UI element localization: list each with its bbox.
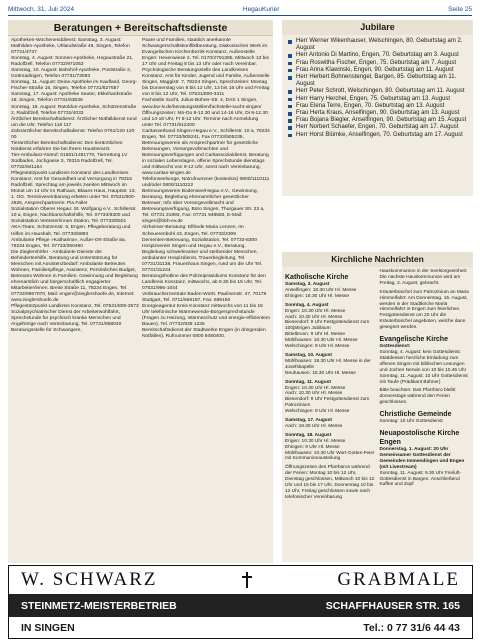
beratung-entry: Psychologische Beratungsstelle des Landkreises Konstanz, Amt für Kinder, Jugend und Familie, Außenstelle Singen, Maggistr. 7, 78224 Singen, Sprechzeiten: Montag bis Donnerstag von 8 bis 12 Uhr, 13 bis 16 Uhr und Freitag von 8 bis 12 Uhr, Tel. 07531/800-3311: [142, 68, 270, 98]
kath-entry: Sonntag, 4. August Engen: 10.30 Uhr Hl. Messe Aach: 10.30 Uhr Hl. Messe Biesendorf: 9 Uhr Festgottesdienst zum 100jährigen Jubiläum Bittelbrunn: 9 Uhr Hl. Messe Mühlhausen: 10.30 Uhr Hl. Messe Welschingen: 9 Uhr Hl. Messe: [285, 302, 370, 350]
beratungen-column-2: [142, 38, 270, 340]
cg-entry: Sonntag: 10 Uhr Gottesdienst: [379, 419, 443, 425]
jubilar-item: Herr Horst Blümke, Anselfingen, 70. Geburtstag am 17. August: [288, 132, 469, 139]
beratung-entry: Dementen-Betreuung, Sozialstation, Tel. 07733-8300: [142, 237, 257, 243]
beratung-entry: Betreuungsverein Bodensee/Hegau e.V., Gewinnung, Beratung, Begleitung ehrenamtlicher gesetzlicher Betreuer, Info über Vorsorgevollmacht und Betreuungsverfügung, Büro Singen, Thurgauer Str. 23 a, Tel. 07731 31893, Fax: 07731 948583, E-Mail: singen@bbh-ev.de: [142, 189, 265, 225]
beratung-entry: Tier-Ambulanz-Notruf: 01601/1481770, Tierrettung LV Südbaden, Jochgasse 3, 78315 Radolfzell, Tel. 07732/941164: [11, 152, 128, 170]
beratung-entry: Bereitschaftsdienst der Stadtwerke Engen (in dringenden Notfällen), Rufnummer 0800 9480400.: [142, 328, 266, 340]
ev-title: Evangelische Kirche: [379, 336, 448, 344]
beratung-entry: Hospizverein Singen und Hegau e.V., Beratung, Begleitung schwerkranker und sterbender Menschen, ambulanter Hospizdienst, Trauerbegleitung, Tel. 07731/31138, Frauenhaus Singen, rund um die Uhr Tel. 07731/31244: [142, 243, 263, 273]
kirche-title: Kirchliche Nachrichten: [282, 252, 473, 267]
na-list: [380, 447, 471, 488]
right-column: [282, 20, 473, 500]
jubilar-item: Frau Roswitha Fischer, Engen, 75. Geburtstag am 7. August: [288, 60, 469, 67]
kirche-notes: [380, 269, 471, 331]
kath-entry: Sonntag, 18. August Engen: 10.30 Uhr Hl. Messe Ehingen: 9 Uhr Hl. Messe Mühlhausen: 10.30 Uhr Wort-Gottes-Feier mit Kommunionausteilung: [285, 432, 375, 462]
beratung-entry: Sozialstation Oberer Hegau: St. Wolfgang e.V., Schillerstr. 10 a, Engen, Nachbarschaftshilfe, Tel. 07733/8300 und Sozialstation Vertreter/innen Station, Tel. 07733/5501: [11, 207, 137, 225]
kirche-note-entry: Kräuterbüschel zum Patrozinium an Maria Himmelfahrt: Am Donnerstag, 15. August, werden in der Stadtkirche Mariä Himmelfahrt in Engen zum feierlichen Festgottesdienst um 20 Uhr die Kräuterbüschel angeboten, welche dann gesegnet werden.: [379, 289, 469, 331]
beratung-entry: Samstag, 17. August: Apotheke Sauter, Ekkehardstraße 18, Singen, Telefon 07731/63036: [11, 92, 132, 104]
cg-title: Christliche Gemeinde: [379, 411, 452, 419]
beratung-entry: Paare und Familien, staatlich anerkannte Schwangerschaftskonfliktberatung, Diakonisches Werk im Evangelischen Kirchenbezirk Konstanz, Außenstelle Engen: Hexenwiese 2, Tel. 0170/2791385, Mittwoch 13 bis 17 Uhr und Freitag 8 bis 13 Uhr oder nach Vereinbar.: [142, 38, 269, 68]
kath-entry: Sonntag, 11. August Engen: 10.30 Uhr Hl. Messe Aach: 10.30 Uhr Hl. Messe Biesendorf: 9 Uhr Festgottesdienst zum Patrozinium Welschingen: 9 Uhr Hl. Messe: [285, 379, 370, 415]
jubilar-item: Herr Peter Schrott, Welschingen, 80. Geburtstag am 11. August: [288, 88, 469, 95]
kath-list: [285, 282, 376, 501]
beratung-entry: Beratungsstelle für Schwangere,: [11, 328, 82, 334]
beratung-entry: Telefonseelsorge, Notrufnummer (kostenlos) 0800/1110111 und/oder 0800/1110222: [142, 177, 270, 189]
jubilar-item: Frau Bojana Biegler, Anselfingen, 90. Geburtstag am 15. August: [288, 117, 469, 124]
jubilar-item: Herr Antonio Di Martino, Engen, 70. Geburtstag am 3. August: [288, 52, 469, 59]
kirche-column-1: [285, 269, 376, 504]
ad-right-name: GRABMALE: [337, 569, 460, 590]
kirche-column-2: [380, 269, 471, 504]
header-paper: HegauKurier: [242, 6, 280, 13]
beratung-entry: Ärztlicher Bereitschaftsdienst: Ärztlicher Notfalldienst rund um die Uhr, Telefon 116 117: [11, 116, 137, 128]
beratung-entry: Beratungshotline des Polizeipräsidiums Konstanz für den Landkreis Konstanz, mittwochs, ab 9.30 bis 15 Uhr, Tel. 07531/995-1044: [142, 273, 266, 291]
jubilar-item: Herr Harry Herchel, Engen, 75. Geburtstag am 13. August: [288, 96, 469, 103]
beratung-entry: Caritasverband Singen-Hegau e.V., Schillerstr. 10 a, 78234 Engen, Tel. 07733/505241, Fax 07733/505235, Betreuungsverein als Ansprechpartner für gesetzliche Betreuungen, Vorsorgevollmachten und Betreuungsverfügungen und Caritassozialdienst, Beratung in sozialen Lebenslagen, offene Sprechstunde dienstags und mittwochs von 9-12 Uhr, sonst nach Vereinbarung, www.caritas-singen.de: [142, 128, 270, 177]
beratung-entry: Sonntag, 18. August: Ratoldus-Apotheke, Schützenstraße 2, Radolfzell, Telefon 07732/4033: [11, 104, 137, 116]
page-header: [8, 4, 472, 16]
header-date: Mittwoch, 31. Juli 2024: [8, 6, 75, 13]
ad-left-name: W. SCHWARZ: [21, 569, 158, 590]
beratung-entry: Verbraucherzentrale Baden-Württ. Paulinenstr. 47, 70178 Stuttgart, Tel. 0711/669187, Fax: 669150: [142, 291, 267, 304]
ev-list: [380, 344, 471, 406]
ad-bottom-left: IN SINGEN: [21, 621, 75, 634]
beratung-entry: Pflegestützpunkt Landkreis Konstanz, Tel. 07531/800-2573: [11, 304, 139, 310]
beratung-entry: Pflegestützpunkt Landkreis Konstanz des Landkreises Konstanz, Amt für Gesundheit und Versorgung in 78315 Radolfzell. Sprechtag am jeweils zweiten Mittwoch im Monat um 14 Uhr im Rathaus, Blaues Haus, Hauptstr. 13, 1. OG. Terminvereinbarung erbeten unter Tel. 07531/800-2626, Ansprechpartnerin: Pia Faller: [11, 171, 136, 207]
cross-icon: [240, 571, 254, 589]
beratung-entry: Energieagentur Kreis Konstanz mittwochs von 11 bis 15 Uhr telefonische Wärmewende-Bürgersprechstunde (Fragen zu Heizung, Wärmeschutz und energie-effizientem Bauen), Tel. 07732/939 1236: [142, 304, 270, 328]
jubilar-item: Frau Anna Klawinski, Engen, 90. Geburtstag am 11. August: [288, 67, 469, 74]
jubilare-list: [282, 35, 473, 139]
beratung-entry: Apotheken-Wochenenddienst: Samstag, 3. August: Mathilden-Apotheke, Uhlandstraße 48, Singen, Telefon 07731/4737: [11, 38, 130, 56]
beratung-entry: Tierärztlicher Bereitschaftsdienst: Den tierärztlichen Notdienst erfahren Sie bei Ihrem Haustierarzt.: [11, 140, 123, 152]
jubilar-item: Herr Norbert Schaefer, Engen, 70. Geburtstag am 17. August: [288, 124, 469, 131]
beratung-entry: Ambulante Pflege »Katharina«, Außer-Ort-Straße 8a, 78234 Engen, Tel. 07733/360490: [11, 237, 126, 249]
kath-entry: Samstag, 17. August Aach: 18.30 Uhr Hl. Messe: [285, 418, 343, 429]
ev-entry: Gottesdienst: Sonntag, 4. August: kein Gottesdienst. Stattdessen herzliche Einladung zum offenen Singen mit biblischen Lesungen und Jochen Nerwin von 10 bis 10.45 Uhr Sonntag, 11. August: 10 Uhr Gottesdienst mit Taufe (Prädikant Bühner): [379, 344, 468, 385]
jubilare-section: [282, 20, 473, 196]
beratung-entry: Zahnärztlicher Bereitschaftsdienst: Telefon 0761/120 120 00: [11, 128, 135, 140]
kath-title: Katholische Kirche: [285, 274, 349, 281]
ad-phone: Tel.: 0 77 31/6 44 43: [363, 621, 460, 634]
beratungen-section: [8, 20, 273, 563]
jubilar-item: Herr Herbert Bohnenstengel, Bargen, 85. Geburtstag am 11. August: [288, 74, 469, 88]
beratung-entry: Samstag, 10. August: Bahnhof-Apotheke, Poststraße 2, Gottmadingen, Telefon 07731/73093: [11, 68, 132, 80]
beratung-entry: Alzheimer-Beratung: Elfriede Maria Lenzen, Im Scheuerenbohl 43, Engen, Tel. 07733/2309: [142, 225, 244, 237]
jubilar-item: Frau Elena Terre, Engen, 70. Geburtstag am 13. August: [288, 103, 469, 110]
na-entry: Donnerstag, 1. August: 20 Uhr Gemeinsamer Gottesdienst der Gemeinden Immendingen und Engen (mit Livestream) Sonntag, 11. August: 9.30 Uhr Freiluft-Gottesdienst in Bargen. Anschließend Kaffee und Zopf: [379, 447, 465, 488]
header-page-number: Seite 25: [448, 6, 472, 13]
beratungen-column-1: [11, 38, 139, 340]
ad-band-left: STEINMETZ-MEISTERBETRIEB: [21, 599, 177, 612]
cg-list: [380, 419, 471, 425]
kath-entry: Öffnungszeiten des Pfarrbüros während der Ferien: Montag 10 bis 12 Uhr, Dienstag geschlossen, Mittwoch 10 bis 12 Uhr und 15 bis 17 Uhr, Donnerstag 10 bis 12 Uhr, Freitag geschlossen sowie nach telefonischer Vereinbarung: [285, 465, 375, 500]
kath-entry: Samstag, 3. August Anselfingen: 18.30 Uhr Hl. Messe Ehingen: 18.30 Uhr Hl. Messe: [285, 282, 357, 299]
kath-entry: Samstag, 10. August Mühlhausen: 18.30 Uhr Hl. Messe in der Josefskapelle Neuhausen: 18.30 Uhr Hl. Messe: [285, 352, 371, 376]
beratungen-title: Beratungen + Bereitschaftsdienste: [8, 20, 273, 36]
beratung-entry: Fachstelle Sucht, Julius-Bührer-Str. 4, DAS 1 Singen, www.bw-lv.de/beratungsstellen/fachstelle-sucht-singen/ Öffnungszeiten: Mo-Do 8-12.30 und 14-16 Uhr, Di 8-12.30 und 14-18 Uhr, Fr 8-12 Uhr. Termine nach Anmeldung unter Tel. 07731/912400: [142, 98, 268, 128]
beratung-entry: Die Zieglershöfer - Ambulante Dienste der Behindertenhilfe, Beratung und Unterstützung für Menschen mit Assistenzbedarf: Ambulante Betreutes Wohnen, Familienpflege, Assistenz, Persönliches Budget, Betreutes Wohnen in Familien. Gewinnung und Begleitung ehrenamtlich und bürgerschaftlich engagierter Mitarbeiter/innen. Breite Straße 11, 78234 Engen, Tel. 07733/9967070, Mail: engen@zieglershoefe.de, Internet: www.zieglershoefe.de: [11, 249, 138, 304]
jubilar-item: Frau Herta Kraus, Anselfingen, 90. Geburtstag am 13. August: [288, 110, 469, 117]
kirche-note-entry: Hauskommunion in der Seelsorgeeinheit: Die nächste Hauskommunion wird am Freitag, 2. August, gebracht.: [379, 269, 468, 286]
na-title: Neuapostolische Kirche Engen: [379, 430, 460, 447]
beratung-entry: Sonntag, 4. August: Sonnen-Apotheke, Hegaustraße 21, Radolfzell, Telefon 07732/971053: [11, 56, 134, 68]
beratung-entry: AKA-Team, Schützenstr. 6, Engen, Pflegeberatung und Hilfen im Haushalt, Tel. 07733/6893: [11, 225, 131, 237]
kirche-section: [282, 252, 473, 562]
ev-entry: Bitte beachten: Das Pfarrbüro bleibt donnerstags während den Ferien geschlossen.: [379, 388, 456, 406]
jubilar-item: Herr Werner Wikenhauser, Welschingen, 80. Geburtstag am 2. August: [288, 38, 469, 52]
jubilare-title: Jubilare: [282, 20, 473, 35]
beratung-entry: Sozialpsychiatrischer Dienst der Arbeiterwohlfahrt, Sprechstunde für psychisch kranke Menschen und Angehörige nach Vereinbarung, Tel. 07731/958040: [11, 310, 122, 328]
beratung-entry: Sonntag, 11. August: Deine Apotheke im Kaufland, Georg-Fischer-Straße 15, Singen, Telefon 07731/827657: [11, 80, 138, 92]
ad-band-right: SCHAFFHAUSER STR. 165: [325, 599, 460, 612]
advertisement: [8, 565, 473, 639]
